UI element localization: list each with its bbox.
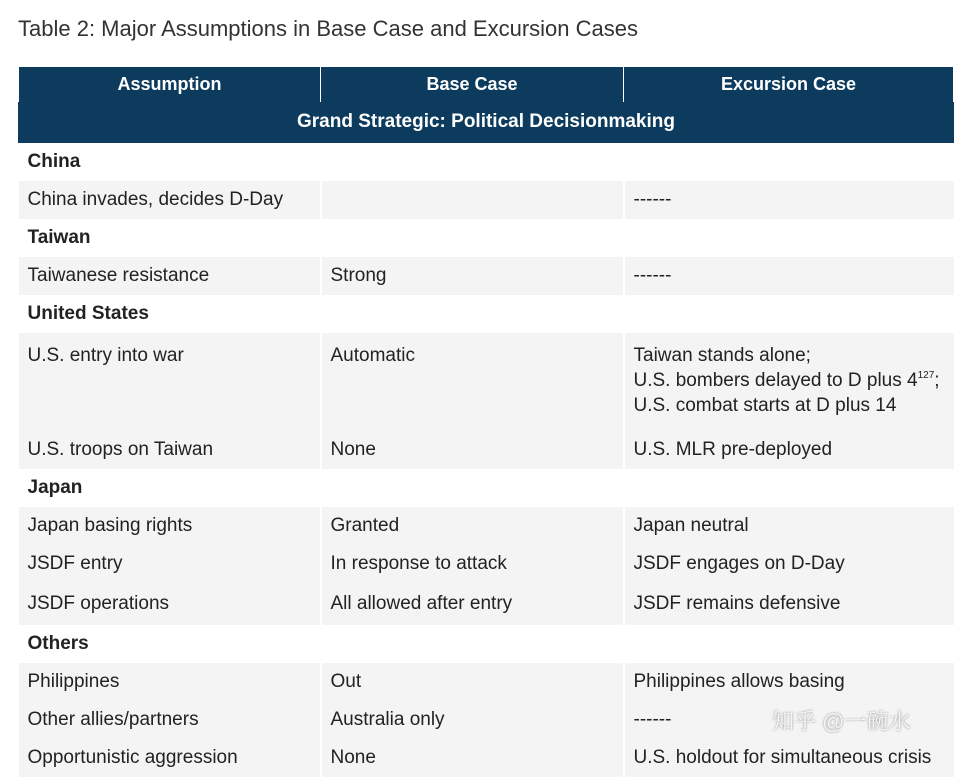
table-row <box>19 431 954 469</box>
cell-base: Strong <box>321 257 624 295</box>
excursion-line-2-punct: ; <box>934 370 940 391</box>
cell-assumption: Opportunistic aggression <box>19 739 321 777</box>
section-china: China <box>19 143 954 182</box>
cell-excursion: U.S. MLR pre-deployed <box>624 431 954 469</box>
section-japan: Japan <box>19 469 954 507</box>
cell-base: Out <box>321 663 624 701</box>
section-row <box>19 143 954 182</box>
cell-assumption: JSDF operations <box>19 583 321 625</box>
cell-base: Granted <box>321 507 624 545</box>
cell-base: All allowed after entry <box>321 583 624 625</box>
table-caption: Table 2: Major Assumptions in Base Case and Excursion Cases <box>18 16 638 41</box>
cell-assumption: Taiwanese resistance <box>19 257 321 295</box>
cell-base: Australia only <box>321 701 624 739</box>
assumptions-table <box>18 66 954 777</box>
cell-assumption: U.S. entry into war <box>19 333 321 431</box>
cell-base: Automatic <box>321 333 624 431</box>
table-header-row <box>19 67 954 102</box>
table-row <box>19 507 954 545</box>
cell-assumption: JSDF entry <box>19 545 321 583</box>
section-united-states: United States <box>19 295 954 333</box>
cell-base: In response to attack <box>321 545 624 583</box>
header-excursion-case: Excursion Case <box>624 67 954 102</box>
section-taiwan: Taiwan <box>19 219 954 257</box>
banner-row <box>19 102 954 143</box>
cell-assumption: U.S. troops on Taiwan <box>19 431 321 469</box>
table-row <box>19 739 954 777</box>
cell-excursion: Japan neutral <box>624 507 954 545</box>
header-assumption: Assumption <box>19 67 321 102</box>
cell-excursion: JSDF remains defensive <box>624 583 954 625</box>
cell-assumption: Japan basing rights <box>19 507 321 545</box>
cell-base: None <box>321 739 624 777</box>
footnote-ref: 127 <box>917 370 935 381</box>
excursion-line-3: U.S. combat starts at D plus 14 <box>633 395 897 416</box>
table-row <box>19 663 954 701</box>
cell-excursion: ------ <box>624 701 954 739</box>
cell-excursion: U.S. holdout for simultaneous crisis <box>624 739 954 777</box>
cell-base <box>321 181 624 219</box>
cell-excursion: ------ <box>624 181 954 219</box>
table-row <box>19 545 954 583</box>
table-row <box>19 181 954 219</box>
excursion-line-2 <box>634 368 945 393</box>
cell-assumption: Philippines <box>19 663 321 701</box>
cell-assumption: China invades, decides D-Day <box>19 181 321 219</box>
cell-excursion: JSDF engages on D-Day <box>624 545 954 583</box>
watermark: 知乎 @一碗水 <box>772 709 911 734</box>
excursion-line-2-text: U.S. bombers delayed to D plus 4 <box>633 370 918 391</box>
table-row <box>19 583 954 625</box>
cell-base: None <box>321 431 624 469</box>
section-row <box>19 469 954 507</box>
header-base-case: Base Case <box>321 67 624 102</box>
section-row <box>19 219 954 257</box>
table-row <box>19 257 954 295</box>
excursion-line-1: Taiwan stands alone; <box>633 345 811 366</box>
cell-excursion: ------ <box>624 257 954 295</box>
section-others: Others <box>19 625 954 663</box>
cell-excursion: Philippines allows basing <box>624 663 954 701</box>
cell-excursion <box>624 333 954 431</box>
banner-grand-strategic: Grand Strategic: Political Decisionmaking <box>19 102 954 143</box>
table-row <box>19 333 954 431</box>
cell-assumption: Other allies/partners <box>19 701 321 739</box>
section-row <box>19 295 954 333</box>
section-row <box>19 625 954 663</box>
